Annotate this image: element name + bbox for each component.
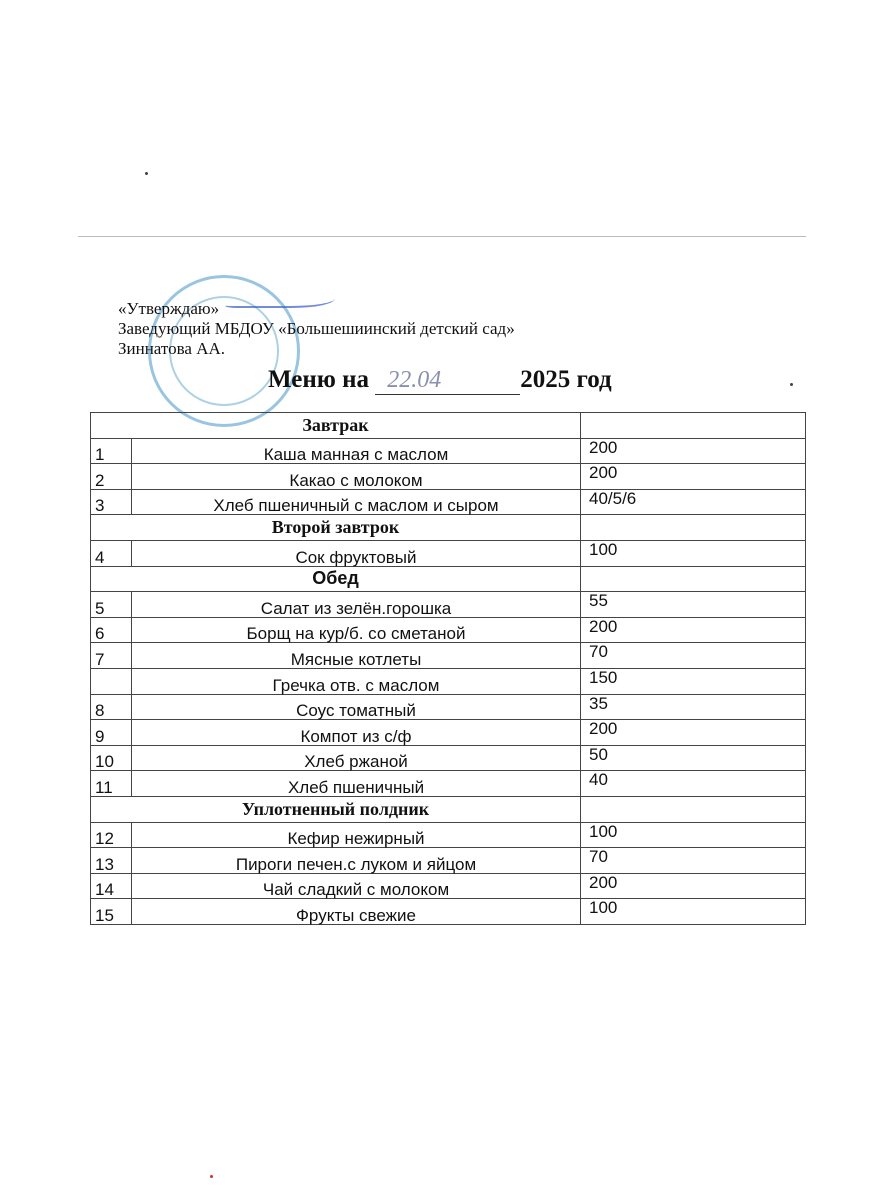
- dish-name: Хлеб пшеничный с маслом и сыром: [132, 489, 581, 515]
- dish-name: Мясные котлеты: [132, 643, 581, 669]
- table-row: [91, 771, 806, 797]
- portion-value: 150: [581, 668, 806, 694]
- item-number: [91, 668, 132, 694]
- scan-speck: [145, 172, 148, 175]
- section-row: [91, 566, 806, 592]
- section-row: [91, 515, 806, 541]
- menu-date: 22.04: [375, 367, 520, 395]
- table-row: [91, 617, 806, 643]
- table-row: [91, 592, 806, 618]
- signature: [225, 284, 335, 308]
- item-number: 1: [91, 438, 132, 464]
- table-row: [91, 438, 806, 464]
- item-number: 8: [91, 694, 132, 720]
- table-row: [91, 899, 806, 925]
- item-number: 2: [91, 464, 132, 490]
- item-number: 12: [91, 822, 132, 848]
- dish-name: Борщ на кур/б. со сметаной: [132, 617, 581, 643]
- table-row: [91, 464, 806, 490]
- scan-edge-line: [78, 236, 806, 237]
- item-number: 14: [91, 873, 132, 899]
- portion-value: 200: [581, 438, 806, 464]
- position-label: Заведующий МБДОУ «Большешиинский детский сад»: [118, 319, 515, 338]
- value-cell: [581, 515, 806, 541]
- table-row: [91, 720, 806, 746]
- dish-name: Хлеб ржаной: [132, 745, 581, 771]
- portion-value: 70: [581, 848, 806, 874]
- approve-label: «Утверждаю»: [118, 299, 220, 318]
- portion-value: 100: [581, 822, 806, 848]
- dish-name: Сок фруктовый: [132, 540, 581, 566]
- value-cell: [581, 566, 806, 592]
- dish-name: Фрукты свежие: [132, 899, 581, 925]
- portion-value: 100: [581, 899, 806, 925]
- portion-value: 200: [581, 720, 806, 746]
- table-row: [91, 540, 806, 566]
- dish-name: Хлеб пшеничный: [132, 771, 581, 797]
- director-name: Зиннатова АА.: [118, 339, 226, 358]
- portion-value: 40: [581, 771, 806, 797]
- dish-name: Салат из зелён.горошка: [132, 592, 581, 618]
- dish-name: Соус томатный: [132, 694, 581, 720]
- portion-value: 35: [581, 694, 806, 720]
- portion-value: 200: [581, 873, 806, 899]
- portion-value: 200: [581, 617, 806, 643]
- title-prefix: Меню на: [268, 366, 370, 393]
- table-row: [91, 745, 806, 771]
- item-number: 3: [91, 489, 132, 515]
- dish-name: Какао с молоком: [132, 464, 581, 490]
- portion-value: 50: [581, 745, 806, 771]
- item-number: 5: [91, 592, 132, 618]
- title-suffix: 2025 год: [520, 366, 612, 393]
- item-number: 7: [91, 643, 132, 669]
- item-number: 4: [91, 540, 132, 566]
- section-row: [91, 796, 806, 822]
- dish-name: Каша манная с маслом: [132, 438, 581, 464]
- dish-name: Гречка отв. с маслом: [132, 668, 581, 694]
- section-title: Завтрак: [91, 413, 581, 439]
- item-number: 15: [91, 899, 132, 925]
- dish-name: Пироги печен.с луком и яйцом: [132, 848, 581, 874]
- table-row: [91, 873, 806, 899]
- item-number: 11: [91, 771, 132, 797]
- table-row: [91, 848, 806, 874]
- item-number: 10: [91, 745, 132, 771]
- page-title: [268, 366, 612, 395]
- value-cell: [581, 796, 806, 822]
- value-cell: [581, 413, 806, 439]
- table-row: [91, 489, 806, 515]
- section-title: Обед: [91, 566, 581, 592]
- item-number: 9: [91, 720, 132, 746]
- scan-speck: [790, 383, 793, 386]
- scan-speck: [210, 1175, 213, 1178]
- section-title: Второй завтрок: [91, 515, 581, 541]
- dish-name: Кефир нежирный: [132, 822, 581, 848]
- portion-value: 100: [581, 540, 806, 566]
- portion-value: 55: [581, 592, 806, 618]
- table-row: [91, 643, 806, 669]
- table-row: [91, 822, 806, 848]
- dish-name: Чай сладкий с молоком: [132, 873, 581, 899]
- item-number: 13: [91, 848, 132, 874]
- table-row: [91, 694, 806, 720]
- portion-value: 40/5/6: [581, 489, 806, 515]
- menu-table: [90, 412, 806, 925]
- section-row: [91, 413, 806, 439]
- table-row: [91, 668, 806, 694]
- dish-name: Компот из с/ф: [132, 720, 581, 746]
- portion-value: 70: [581, 643, 806, 669]
- section-title: Уплотненный полдник: [91, 796, 581, 822]
- portion-value: 200: [581, 464, 806, 490]
- item-number: 6: [91, 617, 132, 643]
